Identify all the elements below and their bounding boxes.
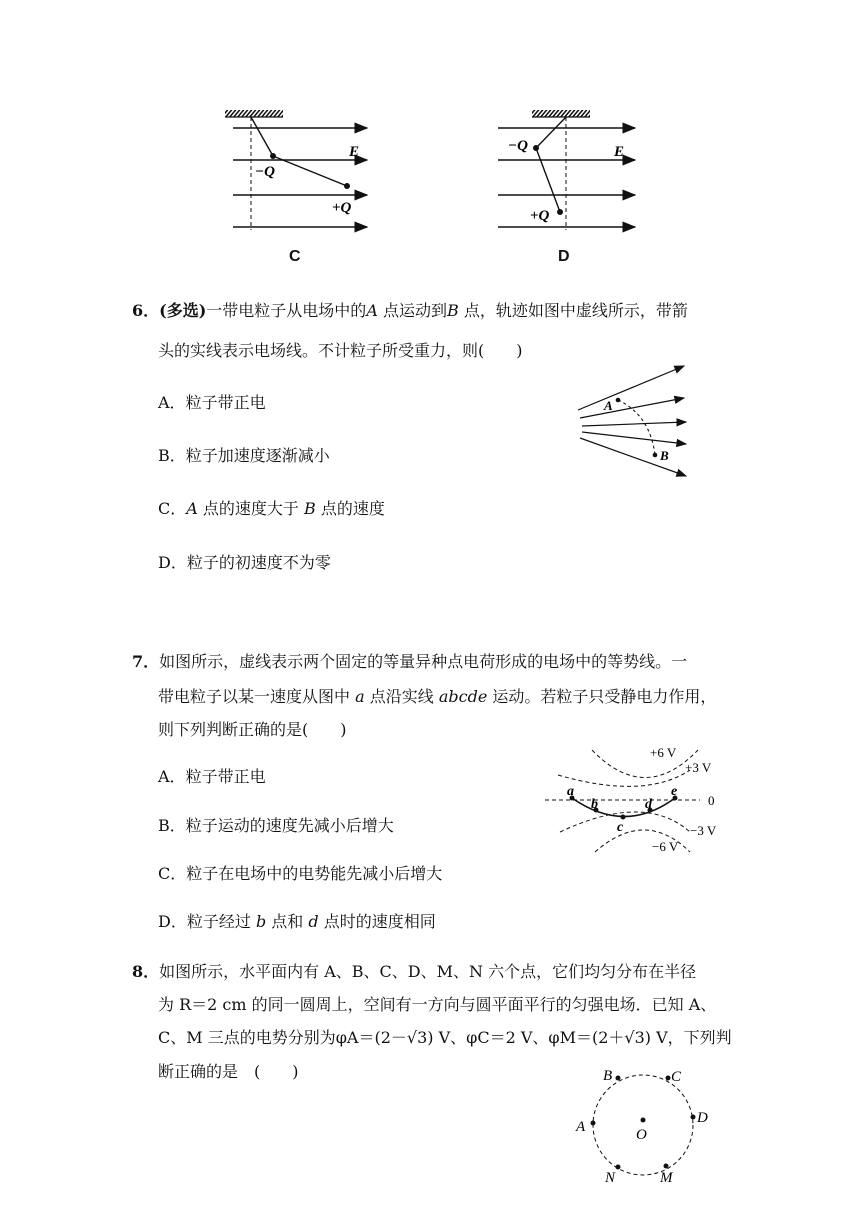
option-letter: B． — [158, 446, 186, 465]
q6-stem-var: B — [446, 301, 459, 320]
option-text: 粒子带正电 — [185, 767, 266, 786]
potential-minus6-label: −6 V — [652, 839, 679, 854]
q8-stem-line4: 断正确的是 ( ) — [158, 1062, 299, 1081]
point-m-label-q8: M — [660, 1170, 673, 1186]
q6-option-a — [158, 393, 266, 413]
q6-stem-part: 点运动到 — [377, 301, 447, 320]
q7-stem-part: 如图所示，虚线表示两个固定的等量异种点电荷形成的电场中的等势线。一 — [159, 652, 688, 671]
minus-q-label-c: −Q — [255, 164, 275, 180]
q7-stem-part: 点沿实线 — [364, 687, 439, 706]
q7-stem-var: a — [355, 687, 365, 706]
option-text: 粒子经过 — [186, 912, 256, 931]
option-text: 粒子带正电 — [185, 393, 266, 412]
option-letter: D． — [158, 553, 187, 572]
point-d-label-q7: d — [645, 797, 652, 812]
q6-figure — [570, 360, 695, 480]
option-var: B — [304, 499, 316, 518]
point-a-label-q7: a — [567, 784, 574, 799]
point-b-label: B — [660, 448, 669, 463]
point-b-label-q8: B — [603, 1068, 613, 1084]
q6-stem-line2: 头的实线表示电场线。不计粒子所受重力，则( ) — [158, 341, 523, 360]
option-text: 粒子运动的速度先减小后增大 — [185, 816, 394, 835]
option-letter: D． — [158, 912, 187, 931]
point-b-label-q7: b — [591, 797, 598, 812]
q6-tag: (多选) — [159, 301, 207, 320]
e-label-c: E — [349, 144, 360, 160]
plus-q-label-d: +Q — [530, 208, 550, 224]
point-o-label-q8: O — [636, 1127, 647, 1143]
e-label-d: E — [614, 144, 625, 160]
option-text: 点和 — [266, 912, 309, 931]
q8-stem-part: 如图所示，水平面内有 A、B、C、D、M、N 六个点，它们均匀分布在半径 — [159, 962, 697, 981]
option-letter: A． — [158, 393, 186, 412]
option-var: b — [255, 912, 267, 931]
q8-stem-line3: C、M 三点的电势分别为φA＝(2－√3) V、φC＝2 V、φM＝(2＋√3) V，下列判 — [158, 1028, 732, 1047]
potential-plus6-label: +6 V — [650, 745, 677, 760]
q8-figure — [565, 1060, 725, 1190]
q6-stem-var: A — [366, 301, 378, 320]
option-text: 粒子加速度逐渐减小 — [185, 446, 330, 465]
q6-option-b — [158, 446, 330, 466]
potential-plus3-label: +3 V — [685, 760, 712, 775]
point-d-label-q8: D — [697, 1110, 708, 1126]
q6-stem-part: 点，轨迹如图中虚线所示，带箭 — [458, 301, 688, 320]
q7-option-b — [158, 816, 394, 836]
q8-stem-line2: 为 R＝2 cm 的同一圆周上，空间有一方向与圆平面平行的匀强电场．已知 A、 — [158, 995, 717, 1014]
q7-stem-line2 — [158, 687, 716, 707]
q7-option-c — [158, 864, 442, 884]
point-c-label-q8: C — [671, 1069, 682, 1085]
option-text: 粒子的初速度不为零 — [186, 553, 331, 572]
option-text: 点的速度大于 — [197, 499, 304, 518]
option-var: d — [308, 912, 319, 931]
figure-c — [215, 100, 385, 270]
q7-option-a — [158, 767, 266, 787]
q8-number: 8． — [132, 962, 160, 981]
figure-d-label: D — [558, 248, 570, 265]
q6-stem-part: 一带电粒子从电场中的 — [206, 301, 367, 320]
option-text: 粒子在电场中的电势能先减小后增大 — [186, 864, 443, 883]
q7-stem-part: 带电粒子以某一速度从图中 — [158, 687, 356, 706]
q7-option-d — [158, 912, 436, 932]
q7-stem-var: abcde — [438, 687, 488, 706]
point-a-label: A — [604, 398, 613, 413]
option-letter: B． — [158, 816, 186, 835]
potential-zero-label: 0 — [708, 793, 715, 808]
point-c-label-q7: c — [617, 820, 624, 835]
q6-number: 6． — [132, 301, 160, 320]
q8-stem-line1 — [132, 962, 696, 982]
q6-option-c — [158, 499, 385, 519]
minus-q-label-d: −Q — [508, 138, 528, 154]
q7-stem-line3: 则下列判断正确的是( ) — [158, 720, 347, 739]
point-e-label-q7: e — [671, 784, 678, 799]
point-n-label-q8: N — [605, 1170, 616, 1186]
potential-minus3-label: −3 V — [690, 823, 717, 838]
option-letter: A． — [158, 767, 186, 786]
plus-q-label-c: +Q — [332, 200, 352, 216]
option-text: 点的速度 — [315, 499, 385, 518]
q7-stem-line1 — [132, 652, 687, 672]
q6-stem-line1 — [132, 301, 688, 321]
option-letter: C． — [158, 499, 187, 518]
figure-c-label: C — [289, 248, 301, 265]
option-text: 点时的速度相同 — [318, 912, 436, 931]
q7-figure — [540, 740, 730, 860]
option-letter: C． — [158, 864, 187, 883]
point-a-label-q8: A — [576, 1119, 586, 1135]
option-var: A — [186, 499, 198, 518]
q7-stem-part: 运动。若粒子只受静电力作用， — [487, 687, 717, 706]
q7-number: 7． — [132, 652, 160, 671]
figure-d — [490, 100, 650, 270]
q6-option-d — [158, 553, 331, 573]
